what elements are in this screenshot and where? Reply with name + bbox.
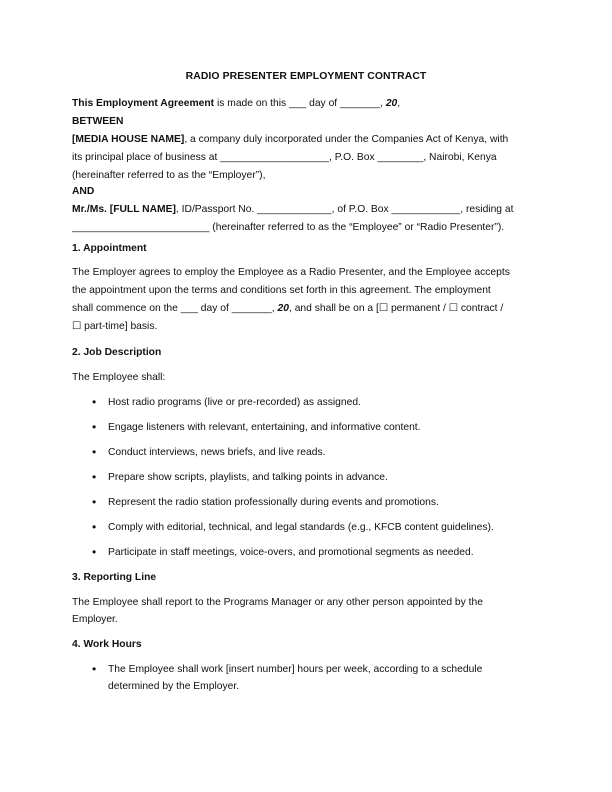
commence-text: shall commence on the ___ day of _______, [72,303,278,314]
bullet-icon: • [92,445,97,459]
intro-company-text: , a company duly incorporated under the Companies Act of Kenya, with [184,134,509,145]
and-label: AND [72,186,95,197]
employee-name: Mr./Ms. [FULL NAME] [72,204,176,215]
list-item-line-1: The Employee shall work [insert number] hours per week, according to a schedule [108,664,483,675]
intro-line-5: (hereinafter referred to as the “Employer”), [72,170,266,181]
intro-year: 20 [385,98,398,109]
list-item: Host radio programs (live or pre-recorded) as assigned. [108,397,361,408]
between-label: BETWEEN [72,116,124,127]
intro-line-7 [72,203,513,217]
intro-date-text: is made on this ___ day of _______, [214,98,386,109]
commence-year: 20 [277,303,289,314]
list-item: Comply with editorial, technical, and legal standards (e.g., KFCB content guidelines). [108,522,494,533]
list-item: Represent the radio station professionally during events and promotions. [108,497,439,508]
intro-comma: , [397,98,401,109]
section-2-heading: 2. Job Description [72,347,162,358]
intro-line-3 [72,133,508,147]
intro-line-1 [72,97,400,111]
section-4-heading: 4. Work Hours [72,639,142,650]
section-1-heading: 1. Appointment [72,243,147,254]
basis-text: , and shall be on a [☐ permanent / ☐ contract / [288,303,504,314]
section-1-line-4: ☐ part-time] basis. [72,321,158,332]
section-2-lead: The Employee shall: [72,372,166,383]
media-house-name: [MEDIA HOUSE NAME] [72,134,185,145]
bullet-icon: • [92,662,97,676]
list-item: Conduct interviews, news briefs, and live reads. [108,447,326,458]
section-3-line-1: The Employee shall report to the Programs Manager or any other person appointed by the [72,597,483,608]
section-3-line-2: Employer. [72,614,118,625]
list-item: Prepare show scripts, playlists, and talking points in advance. [108,472,388,483]
list-item-line-2: determined by the Employer. [108,681,240,692]
intro-id-text: , ID/Passport No. _____________, of P.O. Box ____________, residing at [175,204,514,215]
intro-agreement-label: This Employment Agreement [72,98,215,109]
bullet-icon: • [92,470,97,484]
section-1-line-3 [72,302,503,316]
intro-line-4: its principal place of business at ___________________, P.O. Box ________, Nairobi, Kenya [72,152,497,163]
list-item: Participate in staff meetings, voice-overs, and promotional segments as needed. [108,547,474,558]
bullet-icon: • [92,395,97,409]
bullet-icon: • [92,420,97,434]
section-1-line-1: The Employer agrees to employ the Employee as a Radio Presenter, and the Employee accepts [72,267,510,278]
document-title: RADIO PRESENTER EMPLOYMENT CONTRACT [185,71,427,82]
bullet-icon: • [92,520,97,534]
section-1-line-2: the appointment upon the terms and conditions set forth in this agreement. The employment [72,285,491,296]
bullet-icon: • [92,495,97,509]
list-item: Engage listeners with relevant, entertaining, and informative content. [108,422,421,433]
section-3-heading: 3. Reporting Line [72,572,157,583]
bullet-icon: • [92,545,97,559]
intro-line-8: ________________________ (hereinafter referred to as the “Employee” or “Radio Presenter”). [72,222,505,233]
